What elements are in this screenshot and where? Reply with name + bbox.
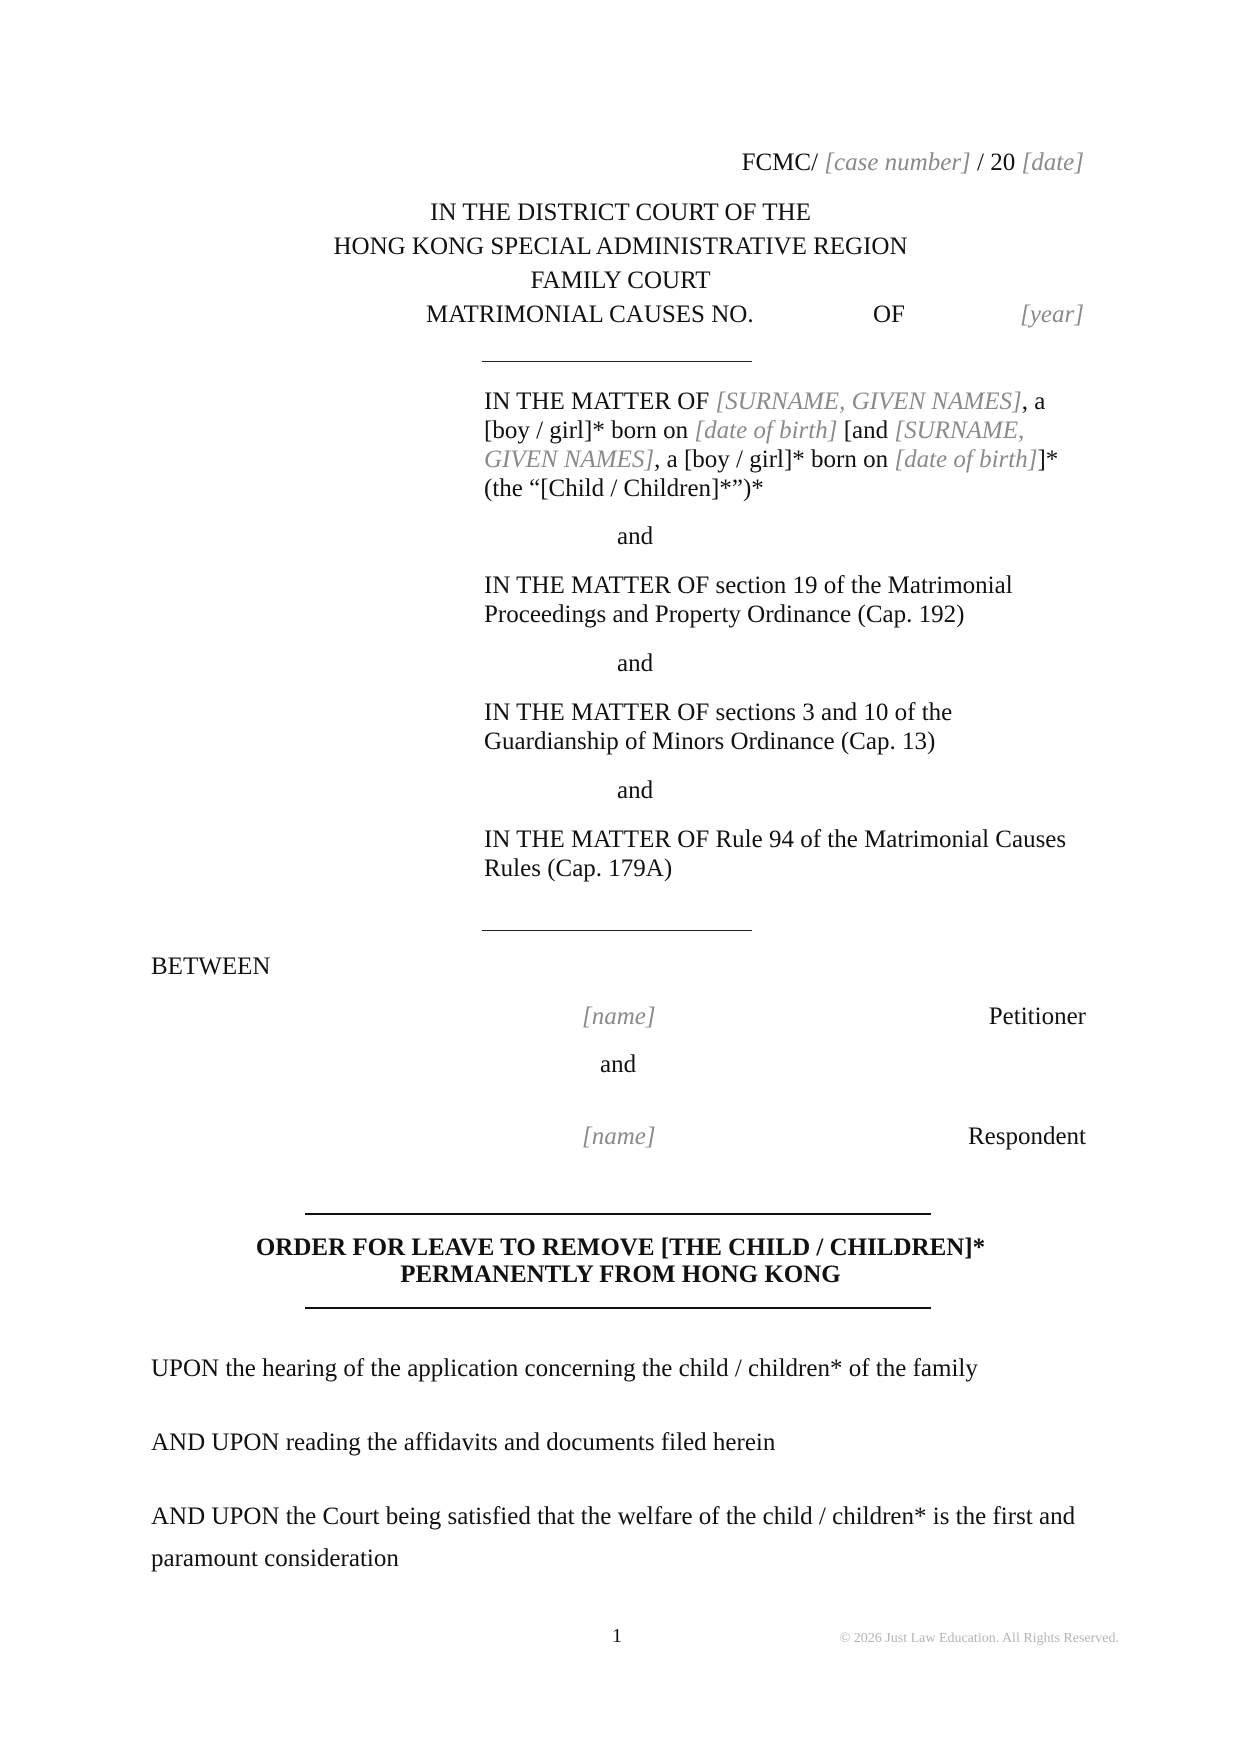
- child-dob-placeholder[interactable]: [date of birth]: [694, 417, 838, 444]
- divider-top: [482, 361, 752, 362]
- matter-guardianship: IN THE MATTER OF sections 3 and 10 of the Guardianship of Minors Ordinance (Cap. 13): [484, 699, 953, 755]
- ref-prefix: FCMC/: [741, 149, 819, 176]
- title-rule-bottom: [305, 1307, 931, 1309]
- of-label: OF: [873, 301, 905, 328]
- recital-affidavits: AND UPON reading the affidavits and documents filed herein: [151, 1429, 776, 1456]
- order-title-line-1: ORDER FOR LEAVE TO REMOVE [THE CHILD / CHILDREN]*: [255, 1234, 986, 1261]
- petitioner-label: Petitioner: [988, 1003, 1086, 1030]
- recital-hearing: UPON the hearing of the application concerning the child / children* of the family: [151, 1355, 978, 1382]
- between-label: BETWEEN: [151, 953, 271, 980]
- court-line-2: [0, 232, 1241, 262]
- case-reference: [742, 148, 1084, 178]
- page-number: 1: [612, 1625, 622, 1647]
- court-line-1-text: IN THE DISTRICT COURT OF THE: [430, 199, 811, 226]
- matter-child-text-2: , a [boy / girl]* born on: [484, 388, 1046, 444]
- matter-child-text-3: [and: [837, 417, 895, 444]
- court-line-2-text: HONG KONG SPECIAL ADMINISTRATIVE REGION: [333, 233, 908, 260]
- recital-welfare: AND UPON the Court being satisfied that the welfare of the child / children* is the first and paramount consideration: [151, 1503, 1076, 1572]
- title-rule-top: [305, 1213, 931, 1215]
- year-placeholder[interactable]: [year]: [1020, 301, 1084, 328]
- matter-child-text-1: IN THE MATTER OF: [484, 388, 716, 415]
- matter-child-text-4: , a [boy / girl]* born on: [654, 446, 895, 473]
- ref-mid: / 20: [977, 149, 1016, 176]
- court-line-3-text: FAMILY COURT: [530, 267, 711, 294]
- and-connector-1: and: [617, 523, 654, 550]
- respondent-label: Respondent: [967, 1123, 1086, 1150]
- copyright-notice: © 2026 Just Law Education. All Rights Reserved.: [839, 1631, 1119, 1646]
- second-child-dob-placeholder[interactable]: [date of birth]: [894, 446, 1038, 473]
- date-placeholder[interactable]: [date]: [1021, 149, 1084, 176]
- matrimonial-causes-label: MATRIMONIAL CAUSES NO.: [426, 301, 754, 328]
- order-title-line-2: PERMANENTLY FROM HONG KONG: [400, 1261, 841, 1288]
- matter-rule-94: IN THE MATTER OF Rule 94 of the Matrimonial Causes Rules (Cap. 179A): [484, 826, 1067, 882]
- parties-and: and: [600, 1051, 637, 1078]
- and-connector-2: and: [617, 650, 654, 677]
- petitioner-name-placeholder[interactable]: [name]: [582, 1003, 656, 1030]
- matter-child-text-5: ]* (the “[Child / Children]*”)*: [484, 446, 1059, 502]
- second-child-name-placeholder[interactable]: [SURNAME, GIVEN NAMES]: [484, 417, 1025, 473]
- respondent-name-placeholder[interactable]: [name]: [582, 1123, 656, 1150]
- matter-section-19: IN THE MATTER OF section 19 of the Matrimonial Proceedings and Property Ordinance (Cap. 192): [484, 572, 1013, 628]
- court-line-1: [0, 198, 1241, 228]
- and-connector-3: and: [617, 777, 654, 804]
- case-number-placeholder[interactable]: [case number]: [824, 149, 971, 176]
- divider-middle: [482, 930, 752, 931]
- matter-child: [484, 387, 1074, 503]
- child-name-placeholder[interactable]: [SURNAME, GIVEN NAMES]: [715, 388, 1022, 415]
- court-line-3: [0, 266, 1241, 296]
